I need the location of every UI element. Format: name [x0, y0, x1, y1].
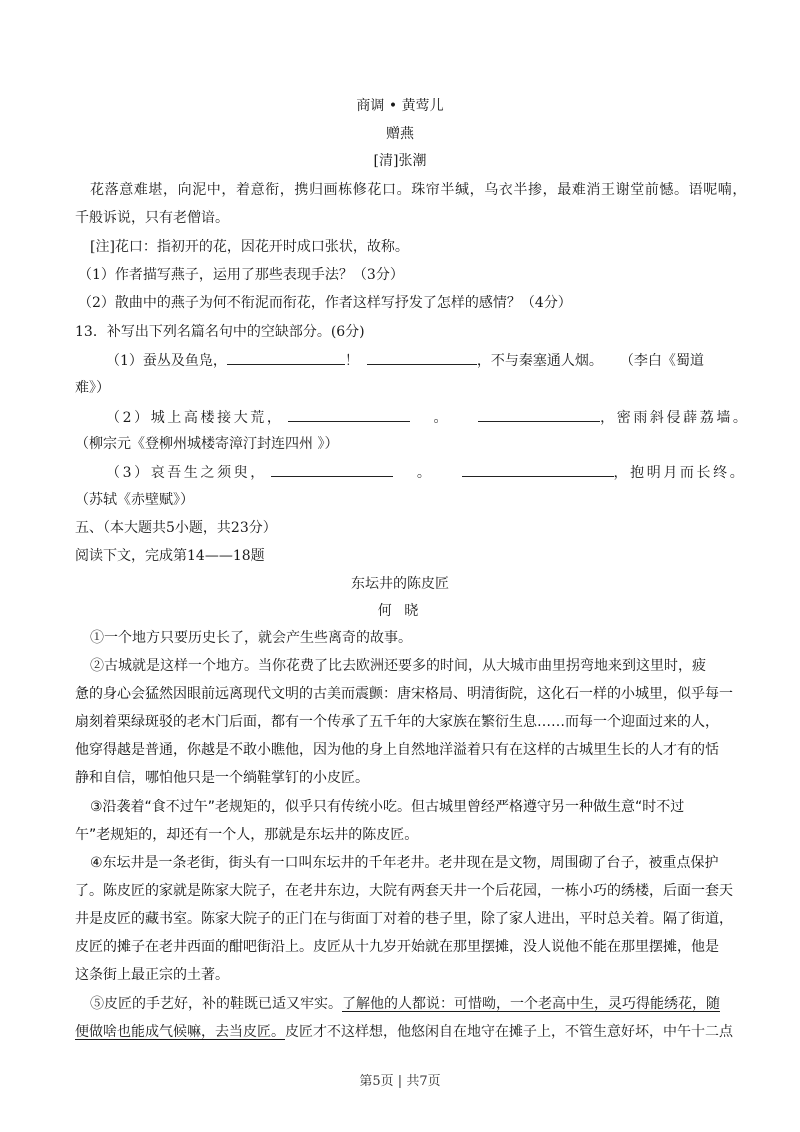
item-2-suffix: ，密雨斜侵薜荔墙。: [600, 410, 750, 426]
item-3-suffix: ，抱明月而长终。: [613, 465, 747, 481]
poem-title: 赠燕: [386, 126, 414, 142]
paragraph-5-text: ⑤皮匠的手艺好，补的鞋既已适又牢实。: [90, 996, 342, 1012]
paragraph-2-line-3: 扇刻着栗绿斑驳的老木门后面，都有一个传承了五千年的大家族在繁衍生息……而每一个迎面过来的人，: [75, 714, 719, 730]
item-1-source-end: 难》）: [75, 380, 110, 396]
item-2-source: （柳宗元《登柳州城楼寄漳汀封连四州 》）: [75, 436, 339, 452]
answer-blank[interactable]: [478, 407, 600, 422]
page-footer: 第5页 | 共7页: [359, 1074, 441, 1089]
item-2-mid: 。: [433, 410, 451, 426]
answer-blank[interactable]: [462, 462, 614, 477]
answer-blank[interactable]: [288, 407, 410, 422]
paragraph-5-line-1: [90, 994, 720, 1014]
paragraph-3-line-1: ③沿袭着“食不过午”老规矩的，似乎只有传统小吃。但古城里曾经严格遵守另一种做生意“时不过: [90, 799, 685, 815]
fill-in-item-1: [106, 350, 704, 371]
paragraph-2-line-2: 惫的身心会猛然因眼前远离现代文明的古美而震颤：唐宋格局、明清街院，这化石一样的小城里，似乎每一: [75, 686, 733, 702]
poem-note: [注]花口：指初开的花，因花开时成口张状，故称。: [90, 239, 409, 255]
paragraph-4-line-1: ④东坛井是一条老街，街头有一口叫东坛井的千年老井。老井现在是文物，周围砌了台子，被重点保护: [90, 855, 719, 871]
paragraph-3-line-2: 午”老规矩的，却还有一个人，那就是东坛井的陈皮匠。: [75, 827, 419, 843]
essay-title: 东坛井的陈皮匠: [351, 576, 449, 592]
item-1-prefix: （1）蚕丛及鱼凫，: [106, 353, 227, 369]
paragraph-5-text-end: 皮匠才不这样想，他悠闲自在地守在摊子上，不管生意好坏，中午十二点: [285, 1024, 733, 1040]
poem-line-1: 花落意难堪，向泥中，着意衔，携归画栋修花口。珠帘半缄，乌衣半掺，最难消王谢堂前憾。语呢喃，: [90, 182, 747, 198]
paragraph-4-line-4: 皮匠的摊子在老井西面的酣吧街沿上。皮匠从十九岁开始就在那里摆摊，没人说他不能在那里摆摊，他是: [75, 939, 719, 955]
poem-tune-title: 商调 • 黄莺儿: [356, 98, 444, 114]
paragraph-4-line-2: 了。陈皮匠的家就是陈家大院子，在老井东边，大院有两套天井一个后花园，一栋小巧的绣楼，后面一套天: [75, 883, 733, 899]
item-2-prefix: （2）城上高楼接大荒，: [106, 410, 284, 426]
answer-blank[interactable]: [227, 350, 345, 365]
paragraph-2-line-1: ②古城就是这样一个地方。当你花费了比去欧洲还要多的时间，从大城市曲里拐弯地来到这里时，疲: [90, 658, 706, 674]
paragraph-2-line-4: 他穿得越是普通，你越是不敢小瞧他，因为他的身上自然地洋溢着只有在这样的古城里生长的人才有的恬: [75, 742, 719, 758]
paragraph-4-line-5: 这条街上最正宗的土著。: [75, 967, 229, 983]
item-1-suffix: ，不与秦塞通人烟。: [476, 353, 603, 369]
answer-blank[interactable]: [271, 462, 393, 477]
paragraph-5-line-2: [75, 1022, 733, 1042]
paragraph-2-line-5: 静和自信，哪怕他只是一个绱鞋掌钉的小皮匠。: [75, 770, 369, 786]
fill-in-item-2: [106, 407, 750, 428]
section-5-heading: 五、（本大题共5小题，共23分）: [75, 520, 277, 536]
poem-author: [清]张潮: [373, 153, 427, 169]
item-1-source: （李白《蜀道: [626, 353, 704, 369]
question-12-2: （2）散曲中的燕子为何不衔泥而衔花，作者这样写抒发了怎样的感情？（4分）: [78, 295, 572, 311]
reading-instruction: 阅读下文，完成第14——18题: [75, 548, 265, 564]
item-3-source: （苏轼《赤壁赋》）: [75, 492, 194, 508]
question-13-heading: 13．补写出下列名篇名句中的空缺部分。(6分): [75, 324, 365, 340]
question-12-1: （1）作者描写燕子，运用了那些表现手法？（3分）: [78, 267, 404, 283]
answer-blank[interactable]: [367, 350, 477, 365]
poem-line-2: 千般诉说，只有老僧谙。: [75, 210, 229, 226]
item-1-mid: ！: [344, 353, 359, 369]
paragraph-1: ①一个地方只要历史长了，就会产生些离奇的故事。: [90, 630, 412, 646]
item-3-mid: 。: [416, 465, 434, 481]
item-3-prefix: （3）哀吾生之须臾，: [106, 465, 267, 481]
underlined-sentence-end: 便做啥也能成气候嘛，去当皮匠。: [75, 1024, 285, 1040]
underlined-sentence: 了解他的人都说：可惜呦，一个老高中生，灵巧得能绣花，随: [342, 996, 720, 1012]
fill-in-item-3: [106, 462, 746, 483]
paragraph-4-line-3: 井是皮匠的藏书室。陈家大院子的正门在与街面丁对着的巷子里，除了家人进出，平时总关着。隔了街道，: [75, 911, 733, 927]
essay-author: 何 晓: [377, 603, 423, 619]
